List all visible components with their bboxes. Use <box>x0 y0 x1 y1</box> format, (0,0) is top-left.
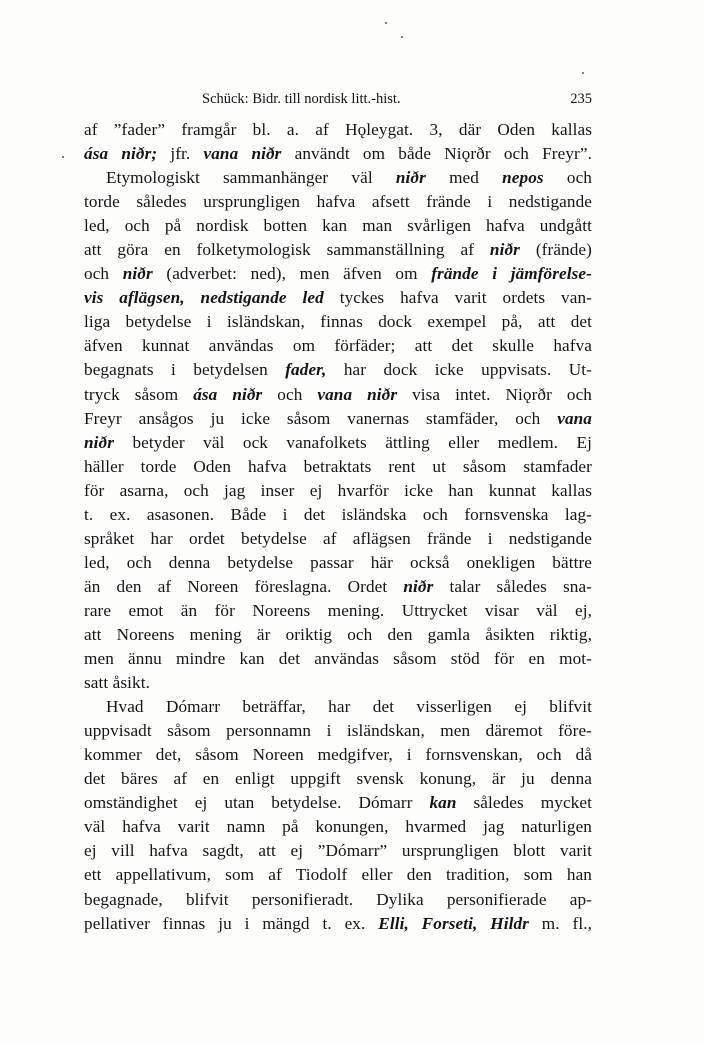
text-run: uppvisadt såsom personnamn i isländskan, men däremot före- <box>84 721 592 741</box>
text-run: jfr. <box>157 144 204 164</box>
text-line <box>84 190 592 214</box>
text-line <box>84 912 592 936</box>
text-run: begagnade, blifvit personifieradt. Dylika personifierade ap- <box>84 889 592 909</box>
italic-term: niðr <box>489 240 520 260</box>
text-run: (adverbet: ned), men äfven om <box>152 264 432 284</box>
text-line <box>84 455 592 479</box>
text-run: och <box>84 264 123 284</box>
text-line <box>84 262 592 286</box>
text-line <box>84 863 592 887</box>
italic-term: niðr <box>122 264 153 284</box>
text-run: väl hafva varit namn på konungen, hvarmed jag naturligen <box>84 817 592 837</box>
text-line <box>84 383 592 407</box>
text-line <box>84 791 592 815</box>
text-run: led, och denna betydelse passar här också onekligen bättre <box>84 552 592 572</box>
text-line <box>84 767 592 791</box>
text-line <box>84 479 592 503</box>
text-run: det bäres af en enligt uppgift svensk konung, är ju denna <box>84 769 592 789</box>
text-line <box>84 166 592 190</box>
text-line <box>84 575 592 599</box>
text-line <box>84 839 592 863</box>
running-title: Schück: Bidr. till nordisk litt.-hist. <box>202 91 401 107</box>
text-run: kommer det, såsom Noreen medgifver, i fornsvenskan, och då <box>84 745 592 765</box>
text-run: rare emot än för Noreens mening. Uttrycket visar väl ej, <box>84 600 592 620</box>
text-line <box>84 623 592 647</box>
text-line <box>84 310 592 334</box>
italic-term: niðr <box>395 168 426 188</box>
text-line <box>84 407 592 431</box>
text-run: Freyr ansågos ju icke såsom vanernas stamfäder, och <box>84 408 558 428</box>
text-run: (frände) <box>519 240 592 260</box>
text-run: visa intet. Niǫrðr och <box>397 384 592 404</box>
text-run: att Noreens mening är oriktig och den gamla åsikten riktig, <box>84 624 592 644</box>
text-line <box>84 695 592 719</box>
text-run: språket har ordet betydelse af aflägsen frände i nedstigande <box>84 528 592 548</box>
text-run: liga betydelse i isländskan, finnas dock exempel på, att det <box>84 312 592 332</box>
italic-term: ása niðr <box>193 384 263 404</box>
italic-term: ása niðr; <box>84 144 158 164</box>
text-run: ett appellativum, som af Tiodolf eller den tradition, som han <box>84 865 592 885</box>
text-run: har dock icke uppvisats. Ut- <box>326 360 592 380</box>
text-run: att göra en folketymologisk sammanställning af <box>84 240 490 260</box>
italic-term: Elli, Forseti, Hildr <box>378 913 529 933</box>
text-line <box>84 503 592 527</box>
italic-term: vana niðr <box>317 384 398 404</box>
running-header <box>84 91 592 111</box>
page-number: 235 <box>570 91 592 107</box>
print-speck <box>401 36 403 38</box>
text-line <box>84 358 592 382</box>
text-line <box>84 719 592 743</box>
text-run: för asarna, och jag inser ej hvarför icke han kunnat kallas <box>84 480 592 500</box>
text-run: häller torde Oden hafva betraktats rent ut såsom stamfader <box>84 456 592 476</box>
text-line <box>84 599 592 623</box>
text-line <box>84 286 592 310</box>
italic-term: niðr <box>403 576 434 596</box>
text-line <box>84 671 592 695</box>
text-line <box>84 431 592 455</box>
italic-term: niðr <box>84 432 115 452</box>
text-run: således mycket <box>456 793 592 813</box>
text-run: tyckes hafva varit ordets van- <box>323 288 592 308</box>
text-run: m. fl., <box>528 913 592 933</box>
text-run: Etymologiskt sammanhänger väl <box>106 168 396 188</box>
italic-term: vis aflägsen, nedstigande led <box>84 288 324 308</box>
text-line <box>84 142 592 166</box>
text-run: men ännu mindre kan det användas såsom stöd för en mot- <box>84 649 592 669</box>
italic-term: nepos <box>502 168 544 188</box>
text-line <box>84 888 592 912</box>
text-line <box>84 118 592 142</box>
print-speck <box>62 156 64 158</box>
body-text <box>84 118 592 936</box>
text-run: talar således sna- <box>433 576 592 596</box>
text-run: tryck såsom <box>84 384 194 404</box>
text-line <box>84 551 592 575</box>
text-line <box>84 214 592 238</box>
text-run: torde således ursprungligen hafva afsett frände i nedstigande <box>84 192 592 212</box>
text-run: led, och på nordisk botten kan man svårligen hafva undgått <box>84 216 592 236</box>
text-run: och <box>262 384 318 404</box>
text-run: ej vill hafva sagdt, att ej ”Dómarr” ursprungligen blott varit <box>84 841 592 861</box>
text-run: satt åsikt. <box>84 673 151 693</box>
text-run: Hvad Dómarr beträffar, har det visserligen ej blifvit <box>106 697 592 717</box>
italic-term: vana niðr <box>203 144 282 164</box>
text-run: omständighet ej utan betydelse. Dómarr <box>84 793 430 813</box>
print-speck <box>385 22 387 24</box>
italic-term: frände i jämförelse- <box>431 264 592 284</box>
text-line <box>84 334 592 358</box>
italic-term: kan <box>429 793 457 813</box>
text-run: med <box>425 168 503 188</box>
text-line <box>84 238 592 262</box>
text-run: än den af Noreen föreslagna. Ordet <box>84 576 404 596</box>
text-run: äfven kunnat användas om förfäder; att det skulle hafva <box>84 336 592 356</box>
text-run: och <box>543 168 592 188</box>
text-run: betyder väl ock vanafolkets ättling eller medlem. Ej <box>114 432 592 452</box>
text-run: användt om både Niǫrðr och Freyr”. <box>281 144 592 164</box>
italic-term: vana <box>557 408 592 428</box>
italic-term: fader, <box>285 360 327 380</box>
text-run: t. ex. asasonen. Både i det isländska och fornsvenska lag- <box>84 504 592 524</box>
text-run: begagnats i betydelsen <box>84 360 286 380</box>
text-line <box>84 743 592 767</box>
text-run: pellativer finnas ju i mängd t. ex. <box>84 913 379 933</box>
text-line <box>84 527 592 551</box>
print-speck <box>582 72 584 74</box>
text-run: af ”fader” framgår bl. a. af Hǫleygat. 3, där Oden kallas <box>84 120 592 139</box>
text-line <box>84 647 592 671</box>
text-line <box>84 815 592 839</box>
